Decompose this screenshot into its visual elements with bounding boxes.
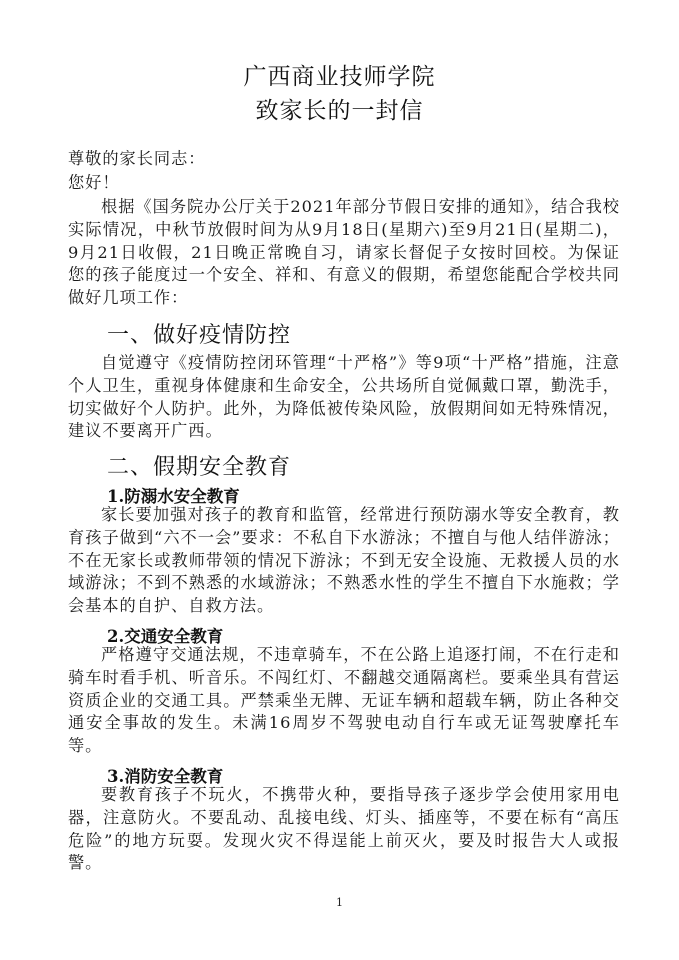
intro-paragraph: 根据《国务院办公厅关于2021年部分节假日安排的通知》，结合我校实际情况，中秋节放假时间为从9月18日(星期六)至9月21日(星期二)，9月21日收假，21日晚正常晚自习，请家长督促子女按时回校。为保证您的孩子能度过一个安全、祥和、有意义的假期，希望您能配合学校共同做好几项工作： [68, 197, 620, 308]
traffic-safety-heading: 2.交通安全教育 [107, 627, 224, 646]
page-number: 1 [336, 896, 343, 909]
fire-safety-body: 要教育孩子不玩火，不携带火种，要指导孩子逐步学会使用家用电器，注意防火。不要乱动、乱接电线、灯头、插座等，不要在标有“高压危险”的地方玩耍。发现火灾不得逞能上前灭火，要及时报告大人或报警。 [68, 785, 620, 873]
school-name-title: 广西商业技师学院 [243, 64, 436, 90]
drowning-safety-body: 家长要加强对孩子的教育和监管，经常进行预防溺水等安全教育，教育孩子做到“六不一会”要求：不私自下水游泳；不擅自与他人结伴游泳；不在无家长或教师带领的情况下游泳；不到无安全设施、无救援人员的水域游泳；不到不熟悉的水域游泳；不熟悉水性的学生不擅自下水施救；学会基本的自护、自救方法。 [68, 505, 620, 616]
salutation: 尊敬的家长同志： [68, 149, 206, 168]
greeting: 您好！ [68, 173, 120, 192]
section1-body: 自觉遵守《疫情防控闭环管理“十严格”》等9项“十严格”措施，注意个人卫生，重视身体健康和生命安全，公共场所自觉佩戴口罩，勤洗手，切实做好个人防护。此外，为降低被传染风险，放假期间如无特殊情况，建议不要离开广西。 [68, 353, 620, 441]
fire-safety-heading: 3.消防安全教育 [107, 767, 224, 786]
traffic-safety-body: 严格遵守交通法规，不违章骑车，不在公路上追逐打闹，不在行走和骑车时看手机、听音乐。不闯红灯、不翻越交通隔离栏。要乘坐具有营运资质企业的交通工具。严禁乘坐无牌、无证车辆和超载车辆，防止各种交通安全事故的发生。未满16周岁不驾驶电动自行车或无证驾驶摩托车等。 [68, 645, 620, 756]
section2-heading: 二、假期安全教育 [107, 455, 292, 480]
letter-title: 致家长的一封信 [255, 98, 424, 124]
drowning-safety-heading: 1.防溺水安全教育 [107, 487, 240, 506]
section1-heading: 一、做好疫情防控 [107, 323, 292, 348]
